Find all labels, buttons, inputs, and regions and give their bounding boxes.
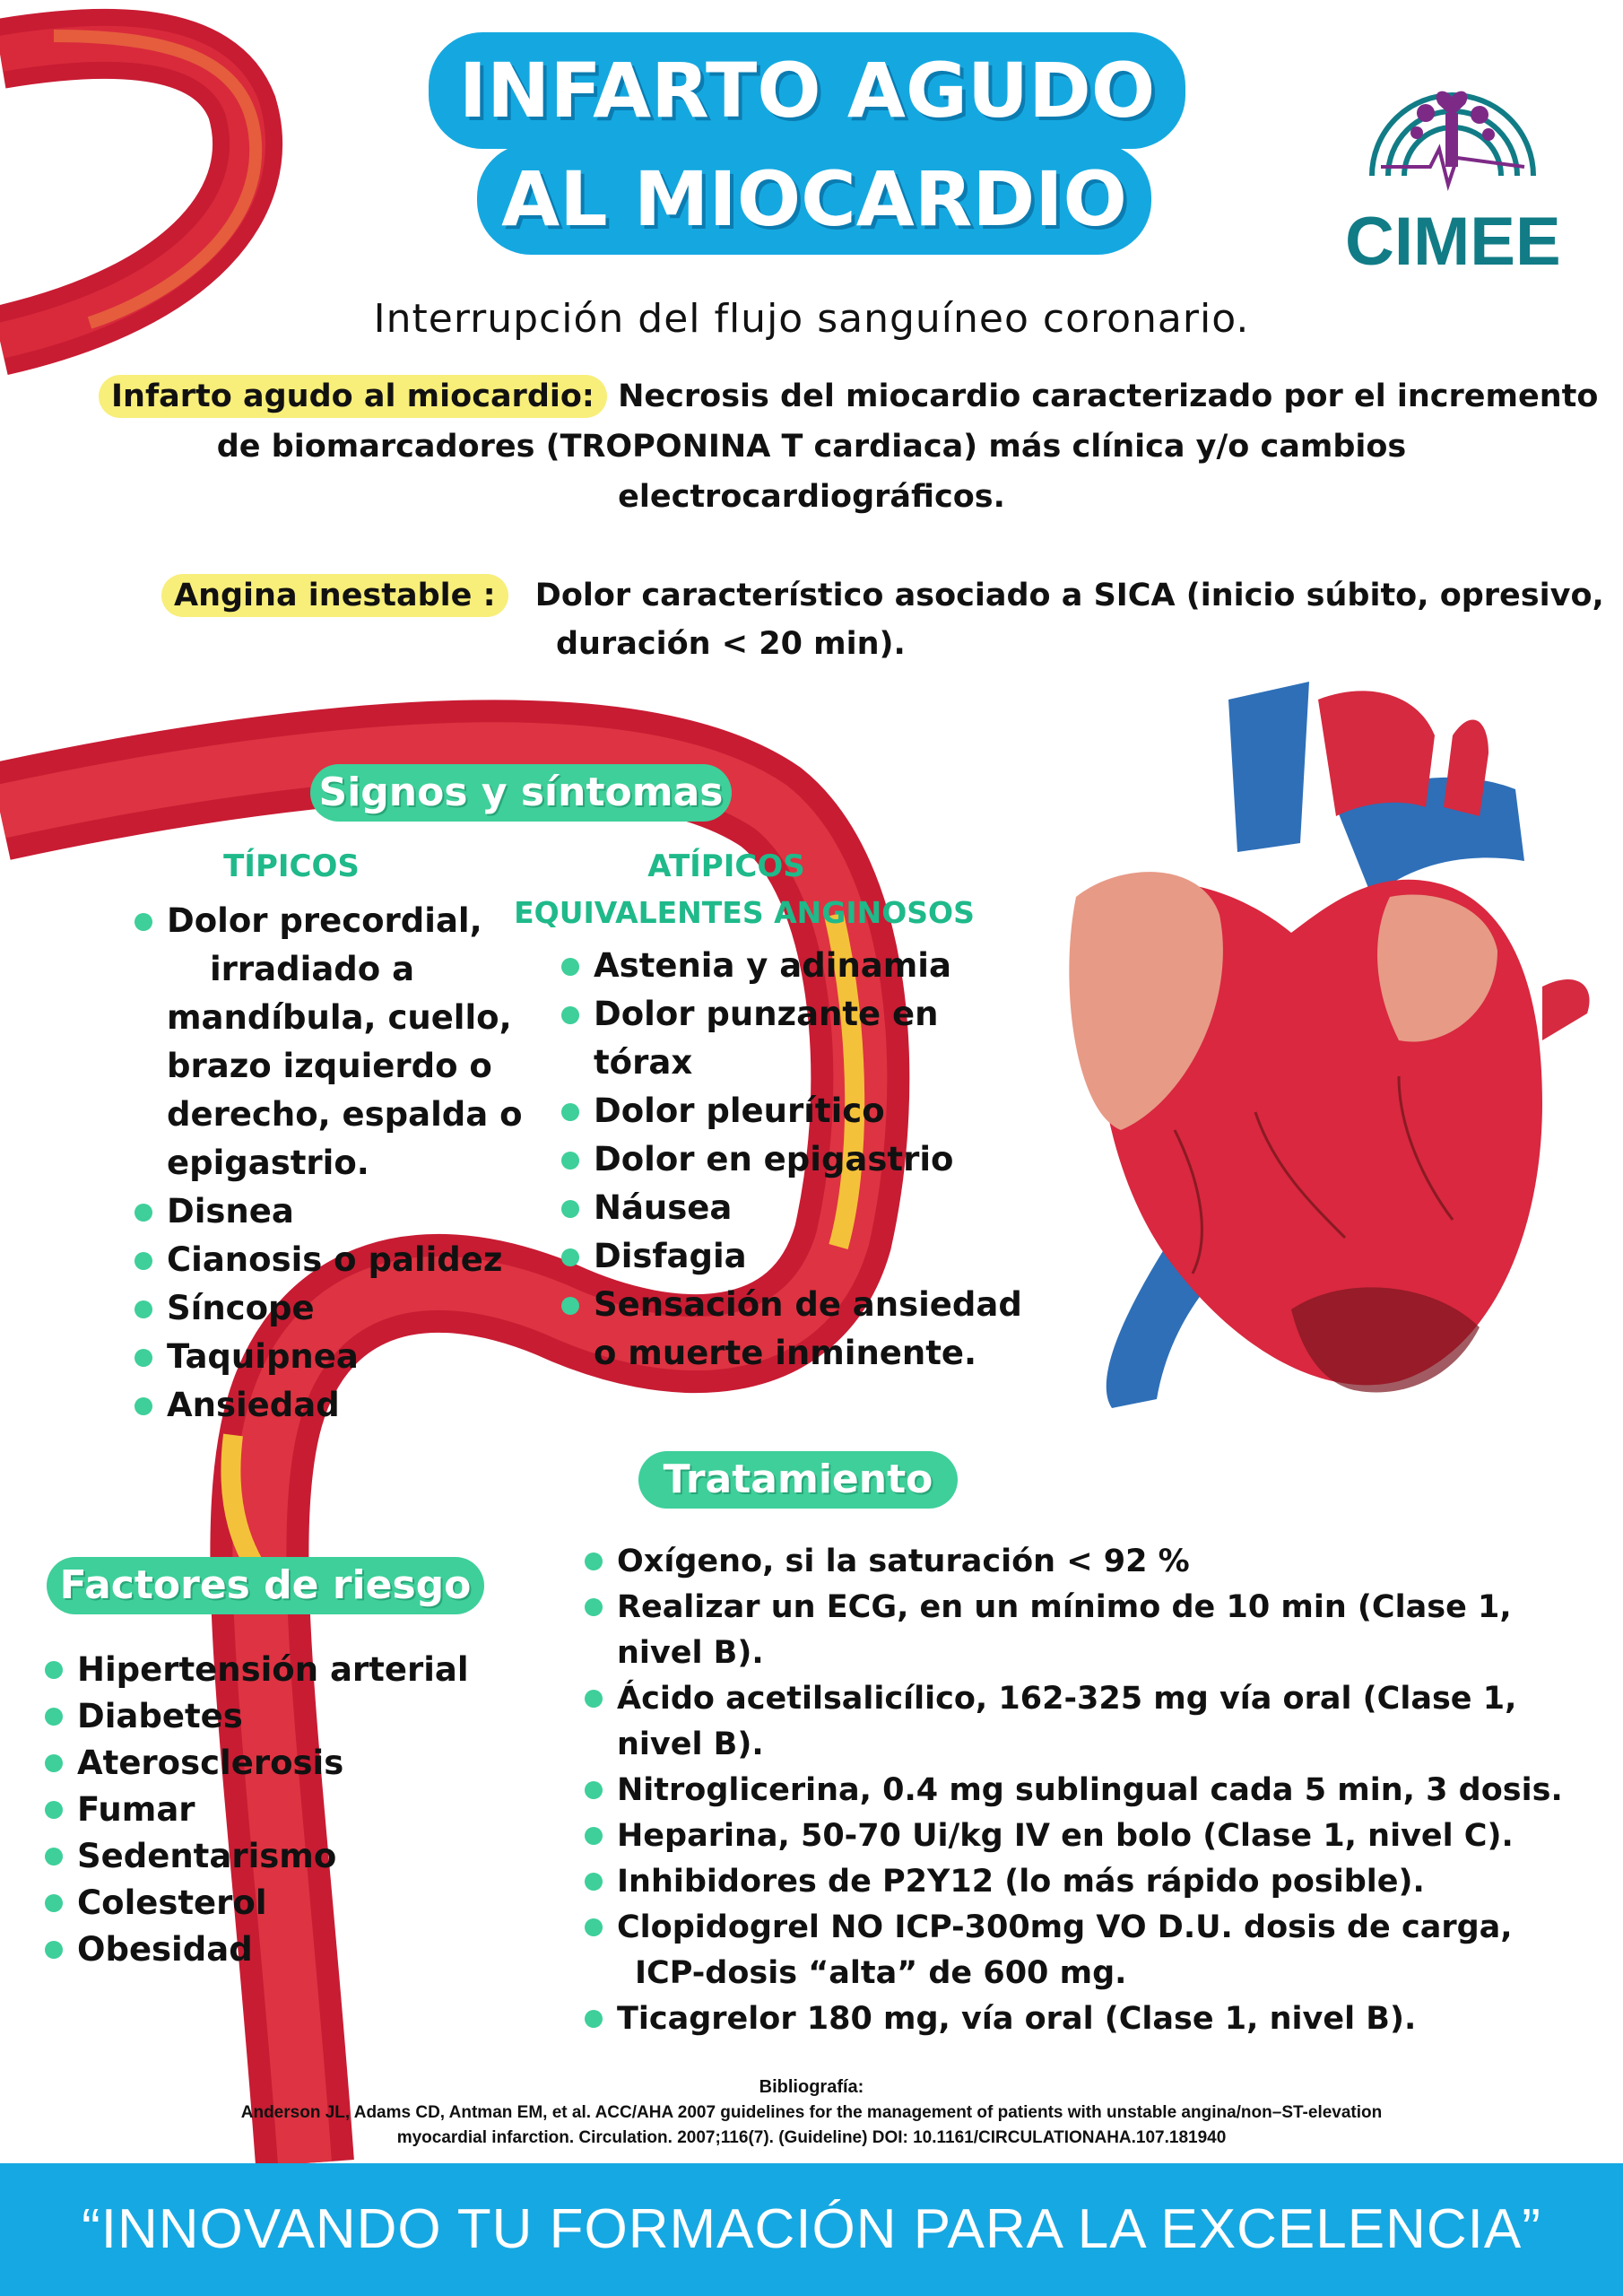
atipicos-list [561, 942, 1063, 1378]
title-line-2: AL MIOCARDIO [477, 144, 1151, 255]
list-item: Clopidogrel NO ICP-300mg VO D.U. dosis de carga, [585, 1905, 1607, 1951]
tree-heart-pulse-icon [1345, 32, 1560, 212]
angina-text-1: Dolor característico asociado a SICA (inicio súbito, opresivo, [534, 578, 1604, 613]
list-item: o muerte inminente. [594, 1334, 977, 1372]
list-item: brazo izquierdo o [167, 1047, 492, 1085]
list-item: Diabetes [45, 1693, 547, 1740]
list-item: Taquipnea [135, 1333, 529, 1381]
list-item: epigastrio. [167, 1144, 369, 1182]
angina-text-2: duración < 20 min). [556, 626, 906, 662]
list-item: ICP-dosis “alta” de 600 mg. [635, 1955, 1127, 1991]
tratamiento-heading: Tratamiento [638, 1451, 958, 1509]
tratamiento-list [585, 1539, 1607, 2042]
list-item: Aterosclerosis [45, 1740, 547, 1787]
list-item: Heparina, 50-70 Ui/kg IV en bolo (Clase 1, nivel C). [585, 1813, 1607, 1859]
riesgo-heading: Factores de riesgo [47, 1557, 484, 1614]
list-item: Astenia y adinamia [561, 942, 1063, 990]
atipicos-heading: ATÍPICOS [647, 848, 805, 884]
angina-term: Angina inestable : [161, 574, 508, 617]
list-item: Ansiedad [135, 1381, 529, 1430]
tipicos-list [135, 897, 529, 1430]
list-item: Obesidad [45, 1926, 547, 1973]
list-item: Sensación de ansiedad [561, 1281, 1063, 1329]
iam-text-3: electrocardiográficos. [618, 479, 1005, 515]
list-item: irradiado a [210, 950, 415, 988]
list-item: derecho, espalda o [167, 1095, 523, 1134]
iam-text-2: de biomarcadores (TROPONINA T cardiaca) más clínica y/o cambios [216, 429, 1407, 465]
list-item: mandíbula, cuello, [167, 998, 512, 1037]
list-item: Náusea [561, 1184, 1063, 1232]
list-item: Disfagia [561, 1232, 1063, 1281]
bibliografia-line-2: myocardial infarction. Circulation. 2007;116(7). (Guideline) DOI: 10.1161/CIRCULATIONAHA.107.181940 [396, 2128, 1227, 2147]
iam-term: Infarto agudo al miocardio: [99, 375, 607, 418]
list-item: Cianosis o palidez [135, 1236, 529, 1284]
list-item: Hipertensión arterial [45, 1647, 547, 1693]
list-item: tórax [594, 1043, 693, 1082]
list-item: Dolor pleurítico [561, 1087, 1063, 1135]
iam-definition-line-1 [99, 371, 1598, 422]
tipicos-heading: TÍPICOS [223, 848, 360, 884]
list-item: Realizar un ECG, en un mínimo de 10 min (Clase 1, nivel B). [585, 1585, 1607, 1676]
logo-name: CIMEE [1345, 204, 1561, 280]
list-item: Oxígeno, si la saturación < 92 % [585, 1539, 1607, 1585]
angina-definition-line-1 [161, 570, 1604, 621]
bibliografia-heading: Bibliografía: [759, 2077, 864, 2097]
footer-slogan: “INNOVANDO TU FORMACIÓN PARA LA EXCELENCIA” [0, 2163, 1623, 2296]
riesgo-list [45, 1647, 547, 1973]
iam-text-1: Necrosis del miocardio caracterizado por el incremento [618, 378, 1599, 414]
title-line-1: INFARTO AGUDO [429, 32, 1185, 149]
list-item: Dolor en epigastrio [561, 1135, 1063, 1184]
list-item: Fumar [45, 1787, 547, 1833]
subtitle: Interrupción del flujo sanguíneo coronario. [373, 296, 1250, 342]
list-item: Inhibidores de P2Y12 (lo más rápido posible). [585, 1859, 1607, 1905]
list-item: Nitroglicerina, 0.4 mg sublingual cada 5 min, 3 dosis. [585, 1768, 1607, 1813]
list-item: Ticagrelor 180 mg, vía oral (Clase 1, nivel B). [585, 1996, 1607, 2042]
list-item: Ácido acetilsalicílico, 162-325 mg vía oral (Clase 1, nivel B). [585, 1676, 1607, 1768]
top-artery-illustration [0, 36, 256, 341]
atipicos-subheading: EQUIVALENTES ANGINOSOS [514, 895, 975, 930]
list-item: Dolor punzante en [561, 990, 1063, 1039]
list-item: Dolor precordial, [135, 897, 529, 945]
signos-heading: Signos y síntomas [310, 764, 732, 822]
cimee-logo [1345, 32, 1561, 280]
list-item: Disnea [135, 1187, 529, 1236]
bibliografia-line-1: Anderson JL, Adams CD, Antman EM, et al. ACC/AHA 2007 guidelines for the management of patients with unstable angina/non–ST-elevation [240, 2103, 1383, 2122]
heart-illustration [1069, 682, 1589, 1408]
list-item: Colesterol [45, 1880, 547, 1926]
list-item: Síncope [135, 1284, 529, 1333]
list-item: Sedentarismo [45, 1833, 547, 1880]
